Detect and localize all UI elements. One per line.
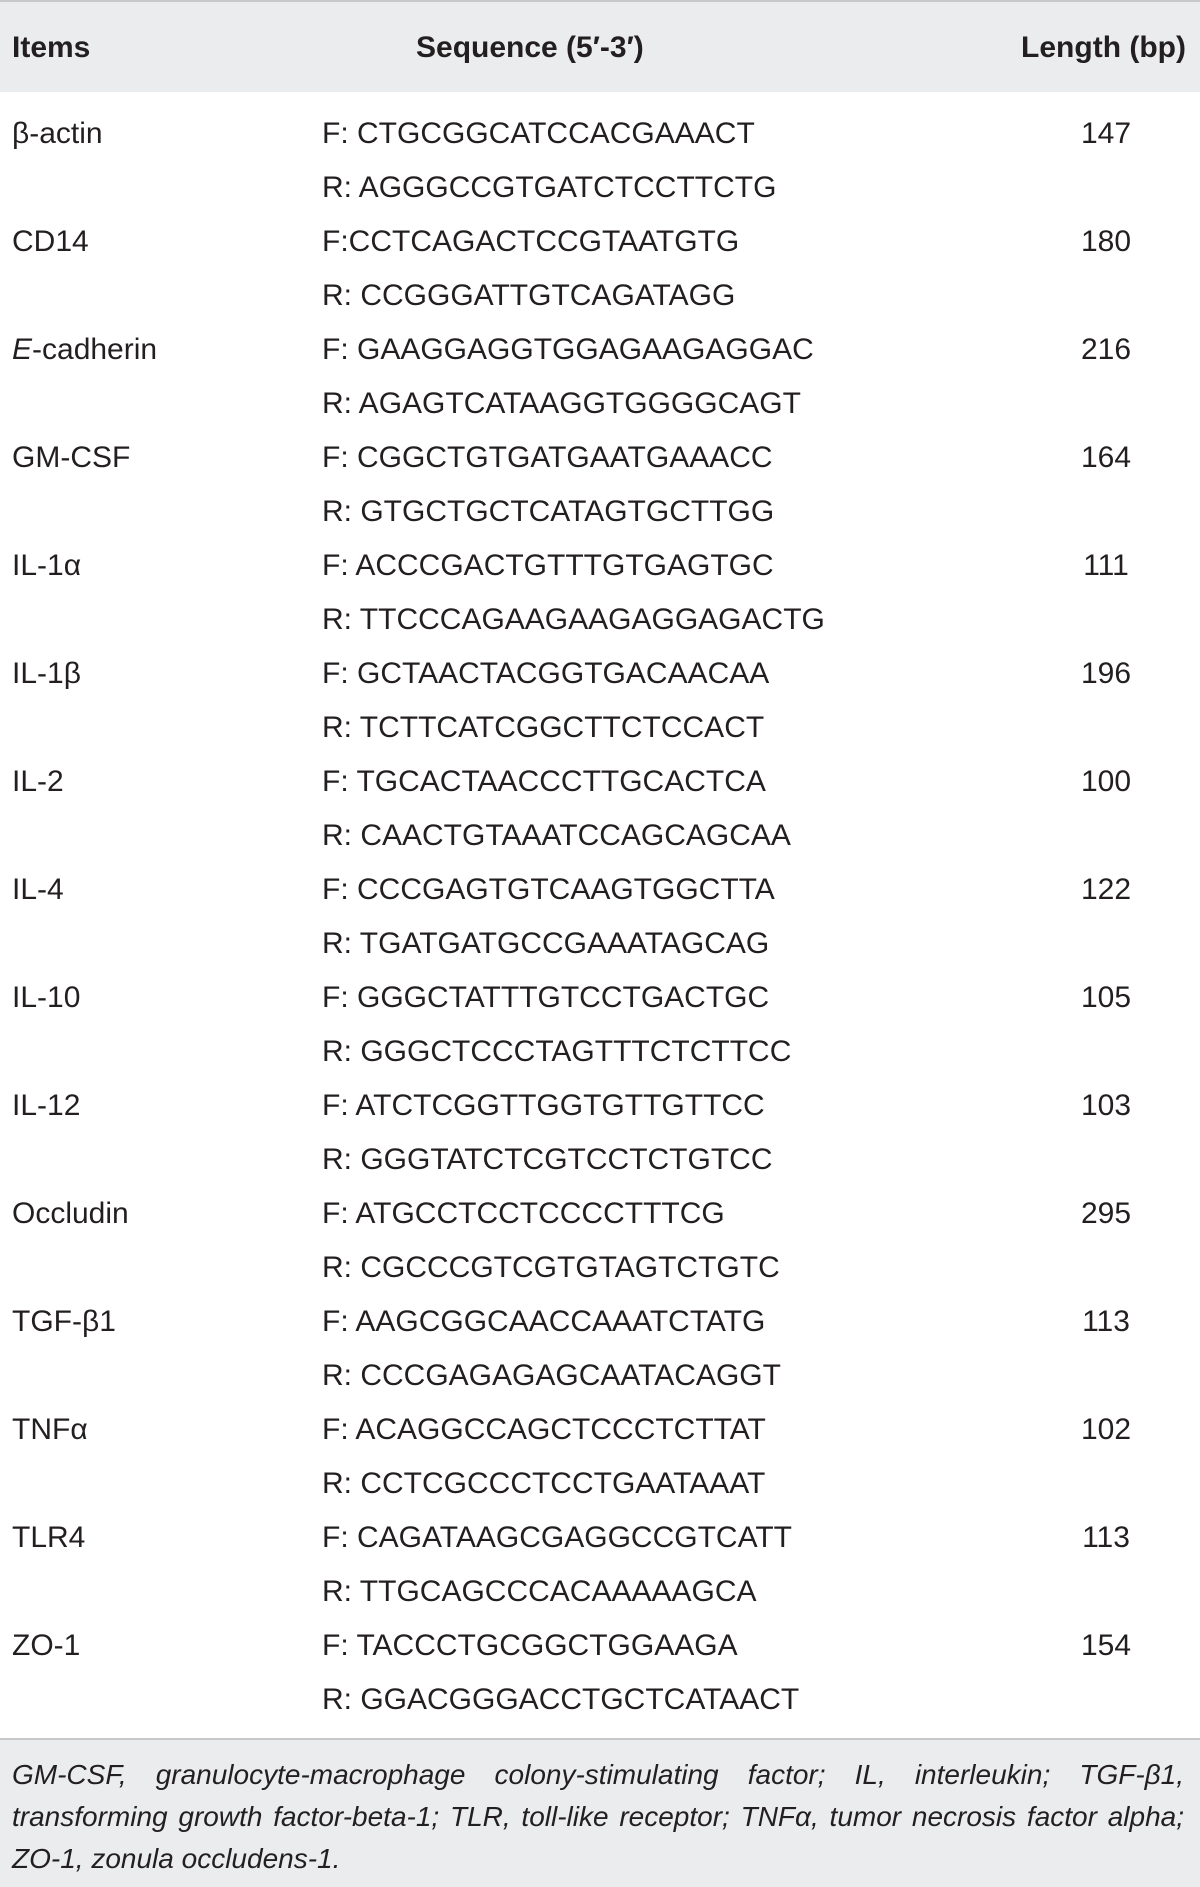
product-length: 102 bbox=[1080, 1413, 1132, 1446]
table-row bbox=[0, 200, 1200, 312]
reverse-primer: R: TTCCCAGAAGAAGAGGAGACTG bbox=[322, 603, 825, 636]
product-length: 100 bbox=[1080, 765, 1132, 798]
product-length: 216 bbox=[1080, 333, 1132, 366]
forward-primer: F: TACCCTGCGGCTGGAAGA bbox=[322, 1629, 738, 1662]
reverse-primer: R: CCGGGATTGTCAGATAGG bbox=[322, 279, 736, 312]
reverse-primer: R: CAACTGTAAATCCAGCAGCAA bbox=[322, 819, 791, 852]
forward-primer: F: ATGCCTCCTCCCCTTTCG bbox=[322, 1197, 725, 1230]
table-row bbox=[0, 848, 1200, 960]
row-item: IL-10 bbox=[12, 981, 81, 1014]
reverse-primer: R: TTGCAGCCCACAAAAAGCA bbox=[322, 1575, 757, 1608]
reverse-primer: R: GGACGGGACCTGCTCATAACT bbox=[322, 1683, 800, 1716]
forward-primer: F: CTGCGGCATCCACGAAACT bbox=[322, 117, 755, 150]
product-length: 295 bbox=[1080, 1197, 1132, 1230]
reverse-primer: R: AGGGCCGTGATCTCCTTCTG bbox=[322, 171, 777, 204]
row-item: IL-1α bbox=[12, 549, 82, 582]
forward-primer: F: GGGCTATTTGTCCTGACTGC bbox=[322, 981, 770, 1014]
row-item-suffix: -cadherin bbox=[32, 333, 158, 366]
product-length: 196 bbox=[1080, 657, 1132, 690]
row-item: β-actin bbox=[12, 117, 103, 150]
reverse-primer: R: CCTCGCCCTCCTGAATAAAT bbox=[322, 1467, 766, 1500]
table-row bbox=[0, 308, 1200, 420]
reverse-primer: R: GGGCTCCCTAGTTTCTCTTCC bbox=[322, 1035, 792, 1068]
table-row bbox=[0, 1604, 1200, 1716]
product-length: 147 bbox=[1080, 117, 1132, 150]
table-row bbox=[0, 1172, 1200, 1284]
table-body bbox=[0, 92, 1200, 1716]
header-length: Length (bp) bbox=[1021, 31, 1186, 64]
table-row bbox=[0, 524, 1200, 636]
product-length: 103 bbox=[1080, 1089, 1132, 1122]
forward-primer: F: GAAGGAGGTGGAGAAGAGGAC bbox=[322, 333, 814, 366]
forward-primer: F: CCCGAGTGTCAAGTGGCTTA bbox=[322, 873, 775, 906]
product-length: 113 bbox=[1082, 1521, 1130, 1554]
product-length: 105 bbox=[1080, 981, 1132, 1014]
header-items: Items bbox=[12, 31, 91, 64]
product-length: 111 bbox=[1083, 549, 1129, 582]
row-item: GM-CSF bbox=[12, 441, 131, 474]
forward-primer: F: AAGCGGCAACCAAATCTATG bbox=[322, 1305, 766, 1338]
table-footnote bbox=[0, 1738, 1200, 1887]
reverse-primer: R: GGGTATCTCGTCCTCTGTCC bbox=[322, 1143, 773, 1176]
product-length: 164 bbox=[1080, 441, 1132, 474]
table-header bbox=[0, 0, 1200, 92]
table-row bbox=[0, 740, 1200, 852]
forward-primer: F: ACCCGACTGTTTGTGAGTGC bbox=[322, 549, 774, 582]
row-item bbox=[12, 332, 157, 368]
row-item: IL-1β bbox=[12, 657, 81, 690]
row-item: IL-4 bbox=[12, 873, 64, 906]
row-item: Occludin bbox=[12, 1197, 129, 1230]
forward-primer: F: CAGATAAGCGAGGCCGTCATT bbox=[322, 1521, 793, 1554]
row-item: ZO-1 bbox=[12, 1629, 81, 1662]
row-item-italic-prefix: E bbox=[12, 333, 33, 366]
product-length: 113 bbox=[1082, 1305, 1130, 1338]
reverse-primer: R: TCTTCATCGGCTTCTCCACT bbox=[322, 711, 765, 744]
forward-primer: F: ATCTCGGTTGGTGTTGTTCC bbox=[322, 1089, 765, 1122]
row-item: TGF-β1 bbox=[12, 1305, 116, 1338]
product-length: 154 bbox=[1080, 1629, 1132, 1662]
table-row bbox=[0, 92, 1200, 204]
table-row bbox=[0, 1388, 1200, 1500]
row-item: IL-2 bbox=[12, 765, 64, 798]
forward-primer: F: TGCACTAACCCTTGCACTCA bbox=[322, 765, 766, 798]
reverse-primer: R: CCCGAGAGAGCAATACAGGT bbox=[322, 1359, 781, 1392]
row-item: IL-12 bbox=[12, 1089, 81, 1122]
reverse-primer: R: GTGCTGCTCATAGTGCTTGG bbox=[322, 495, 775, 528]
product-length: 122 bbox=[1080, 873, 1132, 906]
forward-primer: F: ACAGGCCAGCTCCCTCTTAT bbox=[322, 1413, 766, 1446]
table-row bbox=[0, 632, 1200, 744]
reverse-primer: R: TGATGATGCCGAAATAGCAG bbox=[322, 927, 770, 960]
row-item: TLR4 bbox=[12, 1521, 86, 1554]
row-item: CD14 bbox=[12, 225, 89, 258]
row-item: TNFα bbox=[12, 1413, 88, 1446]
table-row bbox=[0, 956, 1200, 1068]
header-sequence: Sequence (5′-3′) bbox=[416, 31, 644, 64]
product-length: 180 bbox=[1080, 225, 1132, 258]
table-row bbox=[0, 416, 1200, 528]
table-row bbox=[0, 1280, 1200, 1392]
forward-primer: F: CGGCTGTGATGAATGAAACC bbox=[322, 441, 773, 474]
forward-primer: F:CCTCAGACTCCGTAATGTG bbox=[322, 225, 740, 258]
table-row bbox=[0, 1064, 1200, 1176]
reverse-primer: R: CGCCCGTCGTGTAGTCTGTC bbox=[322, 1251, 780, 1284]
footnote-text: GM-CSF, granulocyte-macrophage colony-stimulating factor; IL, interleukin; TGF-β1, transforming growth factor-beta-1; TLR, toll-like receptor; TNFα, tumor necrosis factor alpha; ZO-1, zonula occludens-1. bbox=[12, 1759, 1184, 1874]
reverse-primer: R: AGAGTCATAAGGTGGGGCAGT bbox=[322, 387, 801, 420]
table-row bbox=[0, 1496, 1200, 1608]
forward-primer: F: GCTAACTACGGTGACAACAA bbox=[322, 657, 770, 690]
